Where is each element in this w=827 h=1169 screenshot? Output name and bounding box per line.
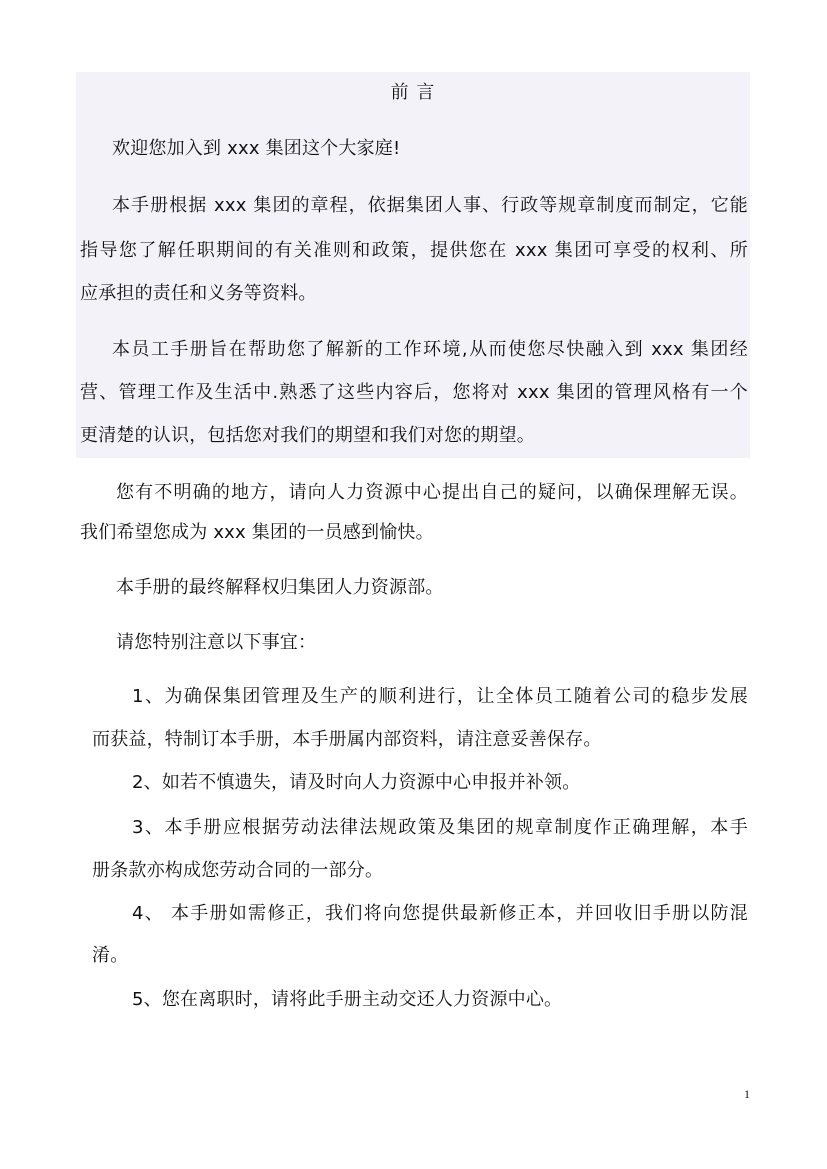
paragraph-2-line-1: 本员工手册旨在帮助您了解新的工作环境,从而使您尽快融入到 xxx 集团经 <box>112 339 748 360</box>
interpretation-line: 本手册的最终解释权归集团人力资源部。 <box>116 577 444 598</box>
item-4-line-2: 淆。 <box>92 945 129 966</box>
paragraph-1-line-2: 指导您了解任职期间的有关准则和政策，提供您在 xxx 集团可享受的权利、所 <box>80 240 748 261</box>
item-3-line-2: 册条款亦构成您劳动合同的一部分。 <box>92 860 384 881</box>
attention-heading: 请您特别注意以下事宜： <box>116 632 317 653</box>
paragraph-1-line-3: 应承担的责任和义务等资料。 <box>80 283 317 304</box>
item-3-line-1: 3、本手册应根据劳动法律法规政策及集团的规章制度作正确理解，本手 <box>132 817 748 838</box>
item-4-line-1: 4、 本手册如需修正，我们将向您提供最新修正本，并回收旧手册以防混 <box>132 903 748 924</box>
page-title: 前 言 <box>390 82 436 103</box>
paragraph-2-line-2: 营、管理工作及生活中.熟悉了这些内容后，您将对 xxx 集团的管理风格有一个 <box>80 382 748 403</box>
paragraph-3-line-2: 我们希望您成为 xxx 集团的一员感到愉快。 <box>80 522 434 543</box>
paragraph-3-line-1: 您有不明确的地方，请向人力资源中心提出自己的疑问，以确保理解无误。 <box>116 482 748 503</box>
page-number: 1 <box>744 1087 750 1101</box>
paragraph-2-line-3: 更清楚的认识，包括您对我们的期望和我们对您的期望。 <box>80 425 535 446</box>
welcome-line: 欢迎您加入到 xxx 集团这个大家庭! <box>112 138 401 159</box>
item-2-line: 2、如若不慎遗失，请及时向人力资源中心申报并补领。 <box>132 772 581 793</box>
paragraph-1-line-1: 本手册根据 xxx 集团的章程，依据集团人事、行政等规章制度而制定，它能 <box>112 195 748 216</box>
item-5-line: 5、您在离职时，请将此手册主动交还人力资源中心。 <box>132 989 563 1010</box>
item-1-line-2: 而获益，特制订本手册，本手册属内部资料，请注意妥善保存。 <box>92 729 602 750</box>
item-1-line-1: 1、为确保集团管理及生产的顺利进行，让全体员工随着公司的稳步发展 <box>132 686 748 707</box>
